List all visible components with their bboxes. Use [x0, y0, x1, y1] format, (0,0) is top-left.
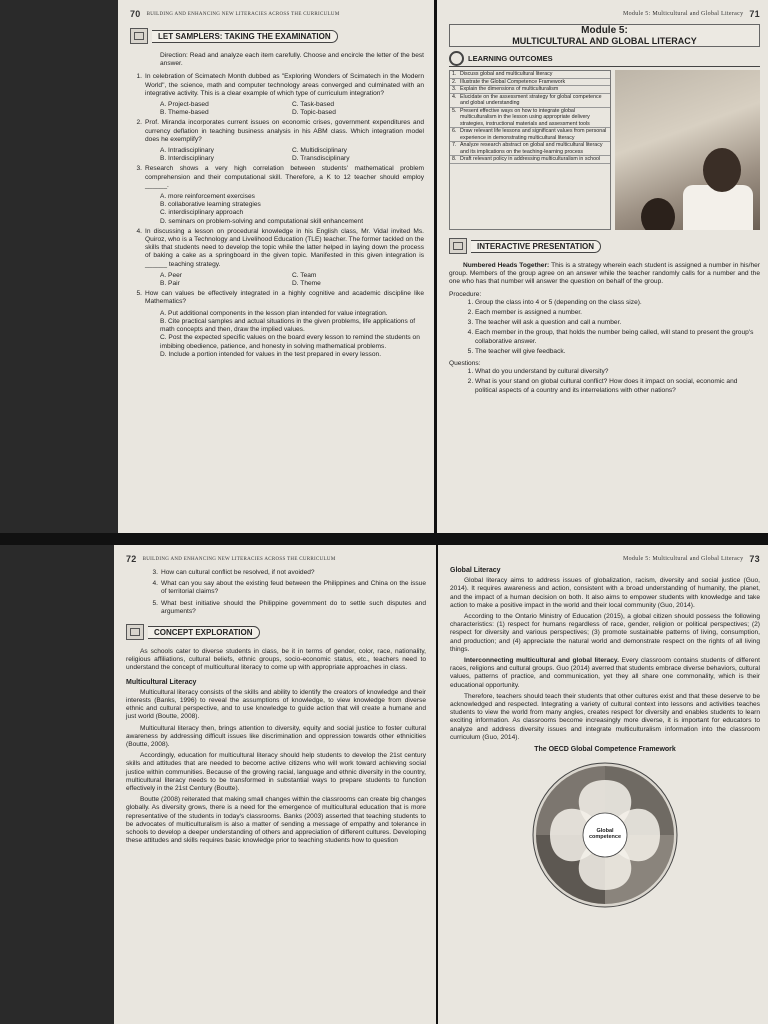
exam-question-list: [130, 73, 424, 359]
outcome-item: [450, 94, 610, 108]
subheading: Global Literacy: [450, 567, 501, 574]
discussion-question: [146, 569, 426, 577]
body-paragraph: Multicultural literacy consists of the skills and ability to identify the creators of knowledge and their interests (Banks, 1996) to reveal the assumptions of knowledge, to view knowledge from diverse ethnic and cultural perspective, and to use knowledge to guide action that will create a humane and just world (Boutte, 2008).: [126, 688, 426, 721]
global-literacy-body: [450, 567, 760, 910]
subheading: Multicultural Literacy: [126, 678, 197, 686]
answer-option[interactable]: D. Transdisciplinary: [292, 155, 350, 163]
outcome-text: Draw relevant life lessons and significant values from personal experience in demonstrating multicultural literacy: [460, 128, 607, 141]
question-text: Research shows a very high correlation between students' mathematical problem comprehension and their computational skill. Therefore, a K to 12 teacher should employ ______.: [145, 165, 424, 189]
direction-text: Direction: Read and analyze each item carefully. Choose and encircle the letter of the best answer.: [160, 52, 424, 68]
answer-options: [130, 272, 424, 288]
exam-body: [130, 52, 424, 359]
body-paragraph: Multicultural literacy then, brings attention to diversity, equity and social justice to foster cultural awareness by addressing difficult issues like discrimination and oppression towards other ethnicities (Boutte, 2008).: [126, 724, 426, 749]
outcome-item: [450, 86, 610, 94]
question-text: In celebration of Scimatech Month dubbed as "Exploring Wonders of Scimatech in the Modern World", the science, math and computer technology areas converged and culminated with an integrative activity. This is a clear example of which type of curriculum integration?: [145, 73, 424, 97]
section-label: CONCEPT EXPLORATION: [148, 626, 260, 639]
answer-options: [130, 193, 424, 226]
page-72: [114, 545, 436, 1024]
answer-option[interactable]: B. Pair: [160, 280, 180, 288]
answer-option[interactable]: B. Interdisciplinary: [160, 155, 214, 163]
answer-option[interactable]: A. Put additional components in the lesson plan intended for value integration.: [160, 309, 388, 317]
learning-outcomes-label: LEARNING OUTCOMES: [468, 54, 553, 63]
discussion-question: [146, 580, 426, 596]
classroom-photo: [615, 70, 760, 230]
exam-icon: [130, 28, 148, 44]
body-paragraph: Boutte (2008) reiterated that making small changes within the classrooms can create big changes globally. As diversity grows, there is a need for the emergence of multicultural education that is more representative of the students in today's classrooms. Banks (2003) asserted that teaching students to be advocates of multiculturalism is also a matter of sending a message of empathy and tolerance in schools to develop a deeper understanding of others and appreciation of different cultures. Developing these attitudes and skills requires basic knowledge prior to teaching students how to question: [126, 796, 426, 845]
outcome-number: 4.: [452, 93, 457, 100]
procedure-label: Procedure:: [449, 290, 482, 298]
outcome-item: [450, 142, 610, 156]
section-header: [130, 28, 424, 44]
outcomes-row: [449, 70, 760, 230]
outcome-item: [450, 128, 610, 142]
outcome-text: Analyze research abstract on global and multicultural literacy and its implications on the teaching-learning process: [460, 142, 603, 155]
paragraph-list: [126, 689, 426, 846]
discussion-question: 1. What do you understand by cultural diversity?: [475, 368, 760, 376]
questions-list: [449, 368, 760, 395]
answer-option[interactable]: B. Theme-based: [160, 109, 209, 117]
procedure-step: 5. The teacher will give feedback.: [475, 348, 760, 356]
nht-lead: Numbered Heads Together:: [463, 262, 550, 269]
answer-option[interactable]: A. Project-based: [160, 101, 209, 109]
section-header: [449, 238, 760, 254]
outcome-text: Discuss global and multicultural literacy: [460, 71, 553, 77]
concept-icon: [126, 624, 144, 640]
answer-option[interactable]: C. interdisciplinary approach: [160, 209, 244, 217]
questions-continued: [126, 569, 426, 616]
outcome-number: 6.: [452, 128, 457, 134]
module-title-box: [449, 24, 760, 47]
section-header: [126, 624, 426, 640]
answer-option[interactable]: B. collaborative learning strategies: [160, 201, 261, 209]
question-number: 5.: [152, 599, 158, 607]
outcome-text: Elucidate on the assessment strategy for global competence and global understanding: [460, 93, 602, 106]
question-number: 1.: [136, 73, 142, 81]
discussion-question: 2. What is your stand on global cultural conflict? How does it impact on social, economic and political aspects of a country and its interrelations with other nations?: [475, 378, 760, 394]
answer-option[interactable]: C. Team: [292, 271, 317, 279]
teacher-head: [703, 148, 741, 192]
spread-separator: [0, 533, 768, 545]
procedure-step: 3. The teacher will ask a question and call a number.: [475, 319, 760, 327]
answer-option[interactable]: A. Intradisciplinary: [160, 147, 214, 155]
body-paragraph: According to the Ontario Ministry of Education (2015), a global citizen should possess the following characteristics: (1) respect for humans regardless of race, gender, religion or political perspectives; (2) respect for diversity and various perspectives; (3) promote sustainable patterns of living, consumption, and production; and (4) appreciate the natural world and demonstrate respect on the rights of all living things.: [450, 613, 760, 653]
exam-question: [130, 165, 424, 190]
outcome-text: Draft relevant policy in addressing multiculturalism in school: [460, 156, 601, 162]
nht-text: This is a strategy wherein each student is assigned a number in his/her group. Members of the group agree on an answer while the teacher randomly calls for a number and the one who has that number will answer the question on behalf of the group.: [449, 262, 760, 286]
module-running-head: Module 5: Multicultural and Global Literacy: [623, 11, 744, 17]
page-number: 73: [749, 554, 760, 564]
teacher-figure: [683, 185, 753, 230]
question-number: 5.: [136, 290, 142, 298]
outcome-number: 7.: [452, 142, 457, 148]
learning-outcomes-header: [449, 51, 760, 67]
question-number: 3.: [136, 165, 142, 173]
outcome-number: 1.: [452, 71, 457, 77]
interconnect-lead: Interconnecting multicultural and global literacy.: [464, 657, 619, 665]
outcome-text: Illustrate the Global Competence Framework: [460, 78, 566, 85]
body-paragraph: Accordingly, education for multicultural literacy should help students to develop the 21st century skills and attitudes that are needed to become active citizens who will work toward achieving social justice within communities. Because of the growing racial, language and ethnic diversity in the country, multicultural literacy needs to be transformed in substantial ways to prepare students to function effectively in the 21st Century (Boutte).: [126, 752, 426, 793]
module-running-head: Module 5: Multicultural and Global Literacy: [623, 556, 744, 562]
procedure-step: 1. Group the class into 4 or 5 (depending on the class size).: [475, 299, 760, 307]
presentation-body: [449, 262, 760, 395]
question-text: What best initiative should the Philippine government do to settle such disputes and arguments?: [161, 599, 426, 615]
body-paragraph: Global literacy aims to address issues of globalization, racism, diversity and social justice (Guo, 2014). It requires awareness and action, consistent with a broad understanding of humanity, the planet, and the impact of a human decision on both. It also aims to empower students with knowledge and take action to make a positive impact in the world and their local community (Guo, 2014).: [450, 577, 760, 609]
page-71: [437, 0, 768, 533]
page-number: 72: [126, 554, 137, 564]
diagram-center-label: Global competence: [588, 828, 622, 841]
outcome-number: 5.: [452, 107, 457, 114]
outcome-text: Present effective ways on how to integrate global multiculturalism in the lesson using appropriate delivery strategies, instructional materials and assessment tools: [460, 107, 590, 127]
concept-body: [126, 648, 426, 845]
outcome-item: [450, 79, 610, 87]
answer-option[interactable]: D. Topic-based: [292, 109, 336, 117]
section-label: LET SAMPLERS: TAKING THE EXAMINATION: [152, 30, 338, 43]
answer-option[interactable]: A. Peer: [160, 271, 182, 279]
answer-option[interactable]: B. Cite practical samples and actual situations in the given problems, life applications of math concepts and then, draw the implied values.: [160, 317, 416, 334]
question-text: How can values be effectively integrated in a highly cognitive and academic discipline like Mathematics?: [145, 290, 424, 306]
question-text: What can you say about the existing feud between the Philippines and China on the issue of territorial claims?: [161, 580, 426, 596]
outcome-item: [450, 71, 610, 79]
section-label: INTERACTIVE PRESENTATION: [471, 240, 601, 253]
outcome-text: Explain the dimensions of multiculturalism: [460, 86, 559, 92]
outcome-number: 3.: [452, 86, 457, 92]
book-title: BUILDING AND ENHANCING NEW LITERACIES ACROSS THE CURRICULUM: [146, 11, 340, 17]
answer-options: [130, 147, 424, 163]
exam-question: [130, 119, 424, 144]
question-text: In discussing a lesson on procedural knowledge in his English class, Mr. Vidal invited Ms. Quiroz, who is a Technology and Livelihood Education (TLE) teacher. The former tackled on the skills that students need to develop the topic while the latter helped in laying down the process of baking a cake as a springboard in the given topic. Manifested in this given integration is ______ teaching strategy.: [145, 227, 424, 268]
interconnect-paragraph: [450, 657, 760, 690]
page-73: [438, 545, 768, 1024]
procedure-step: 4. Each member in the group, that holds the number being called, will stand to present the group's collaborative answer.: [475, 329, 760, 345]
questions-label: Questions:: [449, 360, 481, 368]
answer-option[interactable]: A. more reinforcement exercises: [160, 193, 255, 201]
module-title: MULTICULTURAL AND GLOBAL LITERACY: [512, 36, 697, 46]
running-head: [450, 553, 760, 565]
oecd-framework-diagram: [530, 760, 680, 910]
exam-question: [130, 73, 424, 98]
interconnect-text: Every classroom contains students of different races, religions and cultural groups. Guo (2014) averred that students embrace diverse behaviors, cultural values, patterns of practice, and communication, yet they all share one commonality, which is their educational opportunity.: [450, 657, 760, 689]
exam-question: [130, 228, 424, 269]
closing-paragraph: Therefore, teachers should teach their students that other cultures exist and that these deserve to be acknowledged and respected. Integrating a variety of cultural context into lessons and activities teaches students to view the world from many angles, creates respect for diversity and enables students to learn exciting information. As classrooms become increasingly more diverse, it is important for educators to analyze and address diversity issues and integrate multiculturalism information into the classroom curriculum (Guo, 2014).: [450, 692, 760, 741]
running-head: [126, 553, 426, 565]
page-number: 71: [749, 9, 760, 19]
outcome-item: [450, 156, 610, 164]
running-head: [449, 8, 760, 20]
target-icon: [449, 51, 464, 66]
module-number: Module 5:: [581, 25, 628, 36]
question-number: 2.: [136, 119, 142, 127]
diagram-title: The OECD Global Competence Framework: [534, 746, 676, 754]
outcome-item: [450, 108, 610, 129]
intro-paragraph: As schools cater to diverse students in class, be it in terms of gender, color, race, nationality, religious affiliations, cultural beliefs, ethnic groups, socio-economic status, etc., teachers need to understand the concept of multicultural literacy to come up with appropriate approaches in class.: [126, 648, 426, 672]
question-text: Prof. Miranda incorporates current issues on economic crises, government expenditures and currency deflation in teaching business analysis in his ABM class. Which integration model does he exemplify?: [145, 119, 424, 143]
question-number: 4.: [136, 227, 142, 235]
answer-option[interactable]: C. Task-based: [292, 101, 335, 109]
answer-option[interactable]: C. Multidisciplinary: [292, 147, 347, 155]
learning-outcomes-list: [449, 70, 611, 230]
outcome-number: 2.: [452, 78, 457, 85]
running-head: [130, 8, 424, 20]
presentation-icon: [449, 238, 467, 254]
outcome-number: 8.: [452, 156, 457, 162]
child-head: [641, 198, 675, 230]
answer-options: [130, 310, 424, 359]
answer-option[interactable]: C. Post the expected specific values on the board every lesson to remind the students on imbibing obedience, patience, and honesty in solving mathematical problems.: [160, 334, 420, 350]
question-number: 4.: [152, 580, 158, 588]
exam-question: [130, 290, 424, 306]
answer-option[interactable]: D. Include a portion intended for values in the test prepared in every lesson.: [160, 350, 382, 358]
page-70: [118, 0, 434, 533]
paragraph-list: [450, 577, 760, 654]
answer-options: [130, 101, 424, 117]
nht-paragraph: [449, 262, 760, 287]
question-text: How can cultural conflict be resolved, if not avoided?: [161, 569, 315, 576]
page-number: 70: [130, 9, 141, 19]
answer-option[interactable]: D. Theme: [292, 280, 321, 288]
answer-option[interactable]: D. seminars on problem-solving and computational skill enhancement: [160, 217, 364, 225]
question-number: 3.: [152, 569, 158, 576]
book-title: BUILDING AND ENHANCING NEW LITERACIES ACROSS THE CURRICULUM: [142, 556, 336, 562]
procedure-list: [449, 299, 760, 356]
discussion-question: [146, 600, 426, 616]
procedure-step: 2. Each member is assigned a number.: [475, 309, 760, 317]
